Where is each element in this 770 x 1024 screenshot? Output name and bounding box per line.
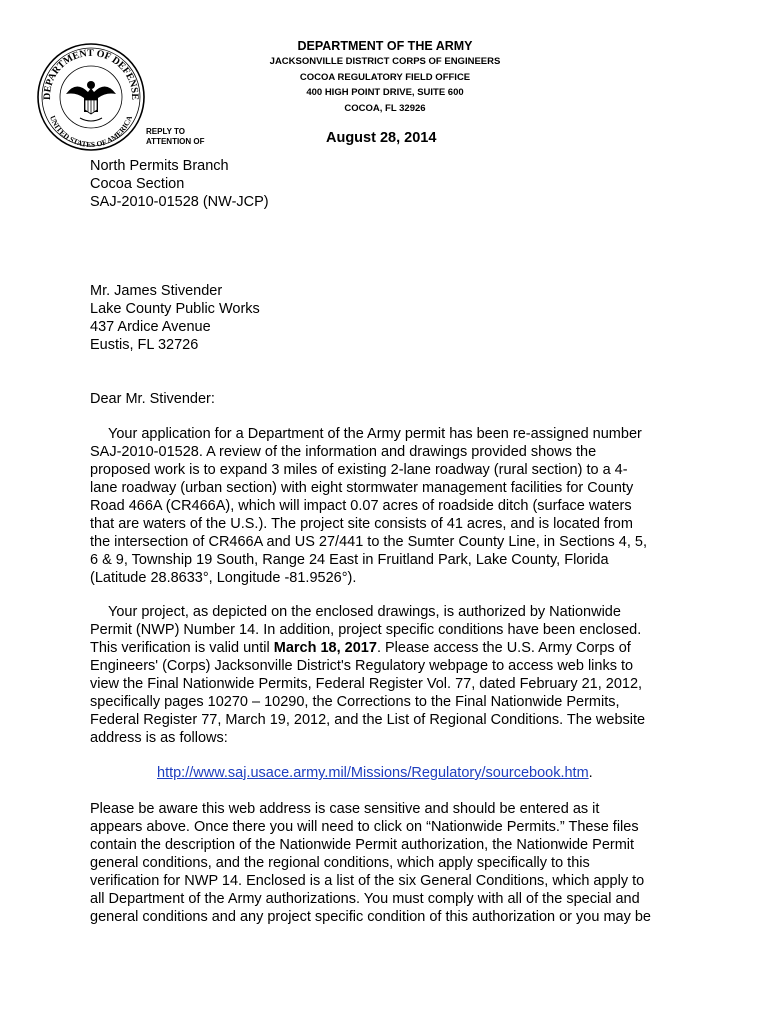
svg-text:UNITED STATES OF AMERICA [48,114,134,149]
letterhead-line: COCOA REGULATORY FIELD OFFICE [299,71,471,83]
letterhead-line: 400 HIGH POINT DRIVE, SUITE 600 [306,87,464,98]
addressee-line: Lake County Public Works [90,301,260,317]
reference-line: SAJ-2010-01528 (NW-JCP) [90,194,269,210]
addressee-line: 437 Ardice Avenue [90,319,211,335]
paragraph-application: Your application for a Department of the Army permit has been re-assigned number SAJ-2010-01528. A review of the information and drawings provided shows the proposed work is to expand 3 miles of existing 2-lane roadway (rural section) to a 4- lane roadway (urban section) with eight stormwater management facilities for County Road 466A (CR466A), which will impact 0.07 acres of roadside ditch (surface waters that are waters of the U.S.). The project site consists of 41 acres, and is located from the intersection of CR466A and US 27/441 to the Sumter County Line, in Sections 4, 5, 6 & 9, Township 19 South, Range 24 East in Fruitland Park, Lake County, Florida (Latitude 28.8633°, Longitude -81.9526°). [90,426,647,586]
seal-bottom-text: UNITED STATES OF AMERICA [47,114,135,150]
paragraph-authorization: Your project, as depicted on the enclosed drawings, is authorized by Nationwide Permit (NWP) Number 14. In addition, project specific conditions have been enclosed. This verification is valid until March 18, 2017. Please access the U.S. Army Corps of Engineers' (Corps) Jacksonville District's Regulatory webpage to access web links to view the Final Nationwide Permits, Federal Register Vol. 77, dated February 21, 2012, specifically pages 10270 – 10290, the Corrections to the Final Nationwide Permits, Federal Register 77, March 19, 2012, and the List of Regional Conditions. The website address is as follows: [90,604,646,746]
sourcebook-link-line: http://www.saj.usace.army.mil/Missions/Regulatory/sourcebook.htm. [157,765,593,781]
letter-date: August 28, 2014 [326,130,437,146]
letterhead-line: COCOA, FL 32926 [344,102,426,114]
paragraph-instructions: Please be aware this web address is case sensitive and should be entered as it appears above. Once there you will need to click on “Nationwide Permits.” These files contain the description of the Nationwide Permit authorization, the Nationwide Permit general conditions, and the regional conditions, which apply specifically to this verification for NWP 14. Enclosed is a list of the six General Conditions, which apply to all Department of the Army authorizations. You must comply with all of the special and general conditions and any project specific condition of this authorization or you may be [90,801,651,925]
reply-to-label: REPLY TO ATTENTION OF [146,127,205,146]
letterhead-line: JACKSONVILLE DISTRICT CORPS OF ENGINEERS [269,56,501,67]
letterhead [240,38,530,116]
department-title: DEPARTMENT OF THE ARMY [297,39,473,53]
addressee-block [90,282,260,354]
reference-block [90,157,269,211]
addressee-line: Eustis, FL 32726 [90,337,199,353]
reference-line: Cocoa Section [90,176,185,192]
reference-line: North Permits Branch [90,158,229,174]
addressee-line: Mr. James Stivender [90,283,223,299]
seal-top-text: DEPARTMENT OF DEFENSE [41,47,141,101]
sourcebook-link[interactable]: http://www.saj.usace.army.mil/Missions/Regulatory/sourcebook.htm [157,765,589,781]
salutation: Dear Mr. Stivender: [90,391,215,407]
eagle-icon [66,81,116,121]
department-of-defense-seal [36,42,146,152]
expiration-date: March 18, 2017 [273,640,377,656]
